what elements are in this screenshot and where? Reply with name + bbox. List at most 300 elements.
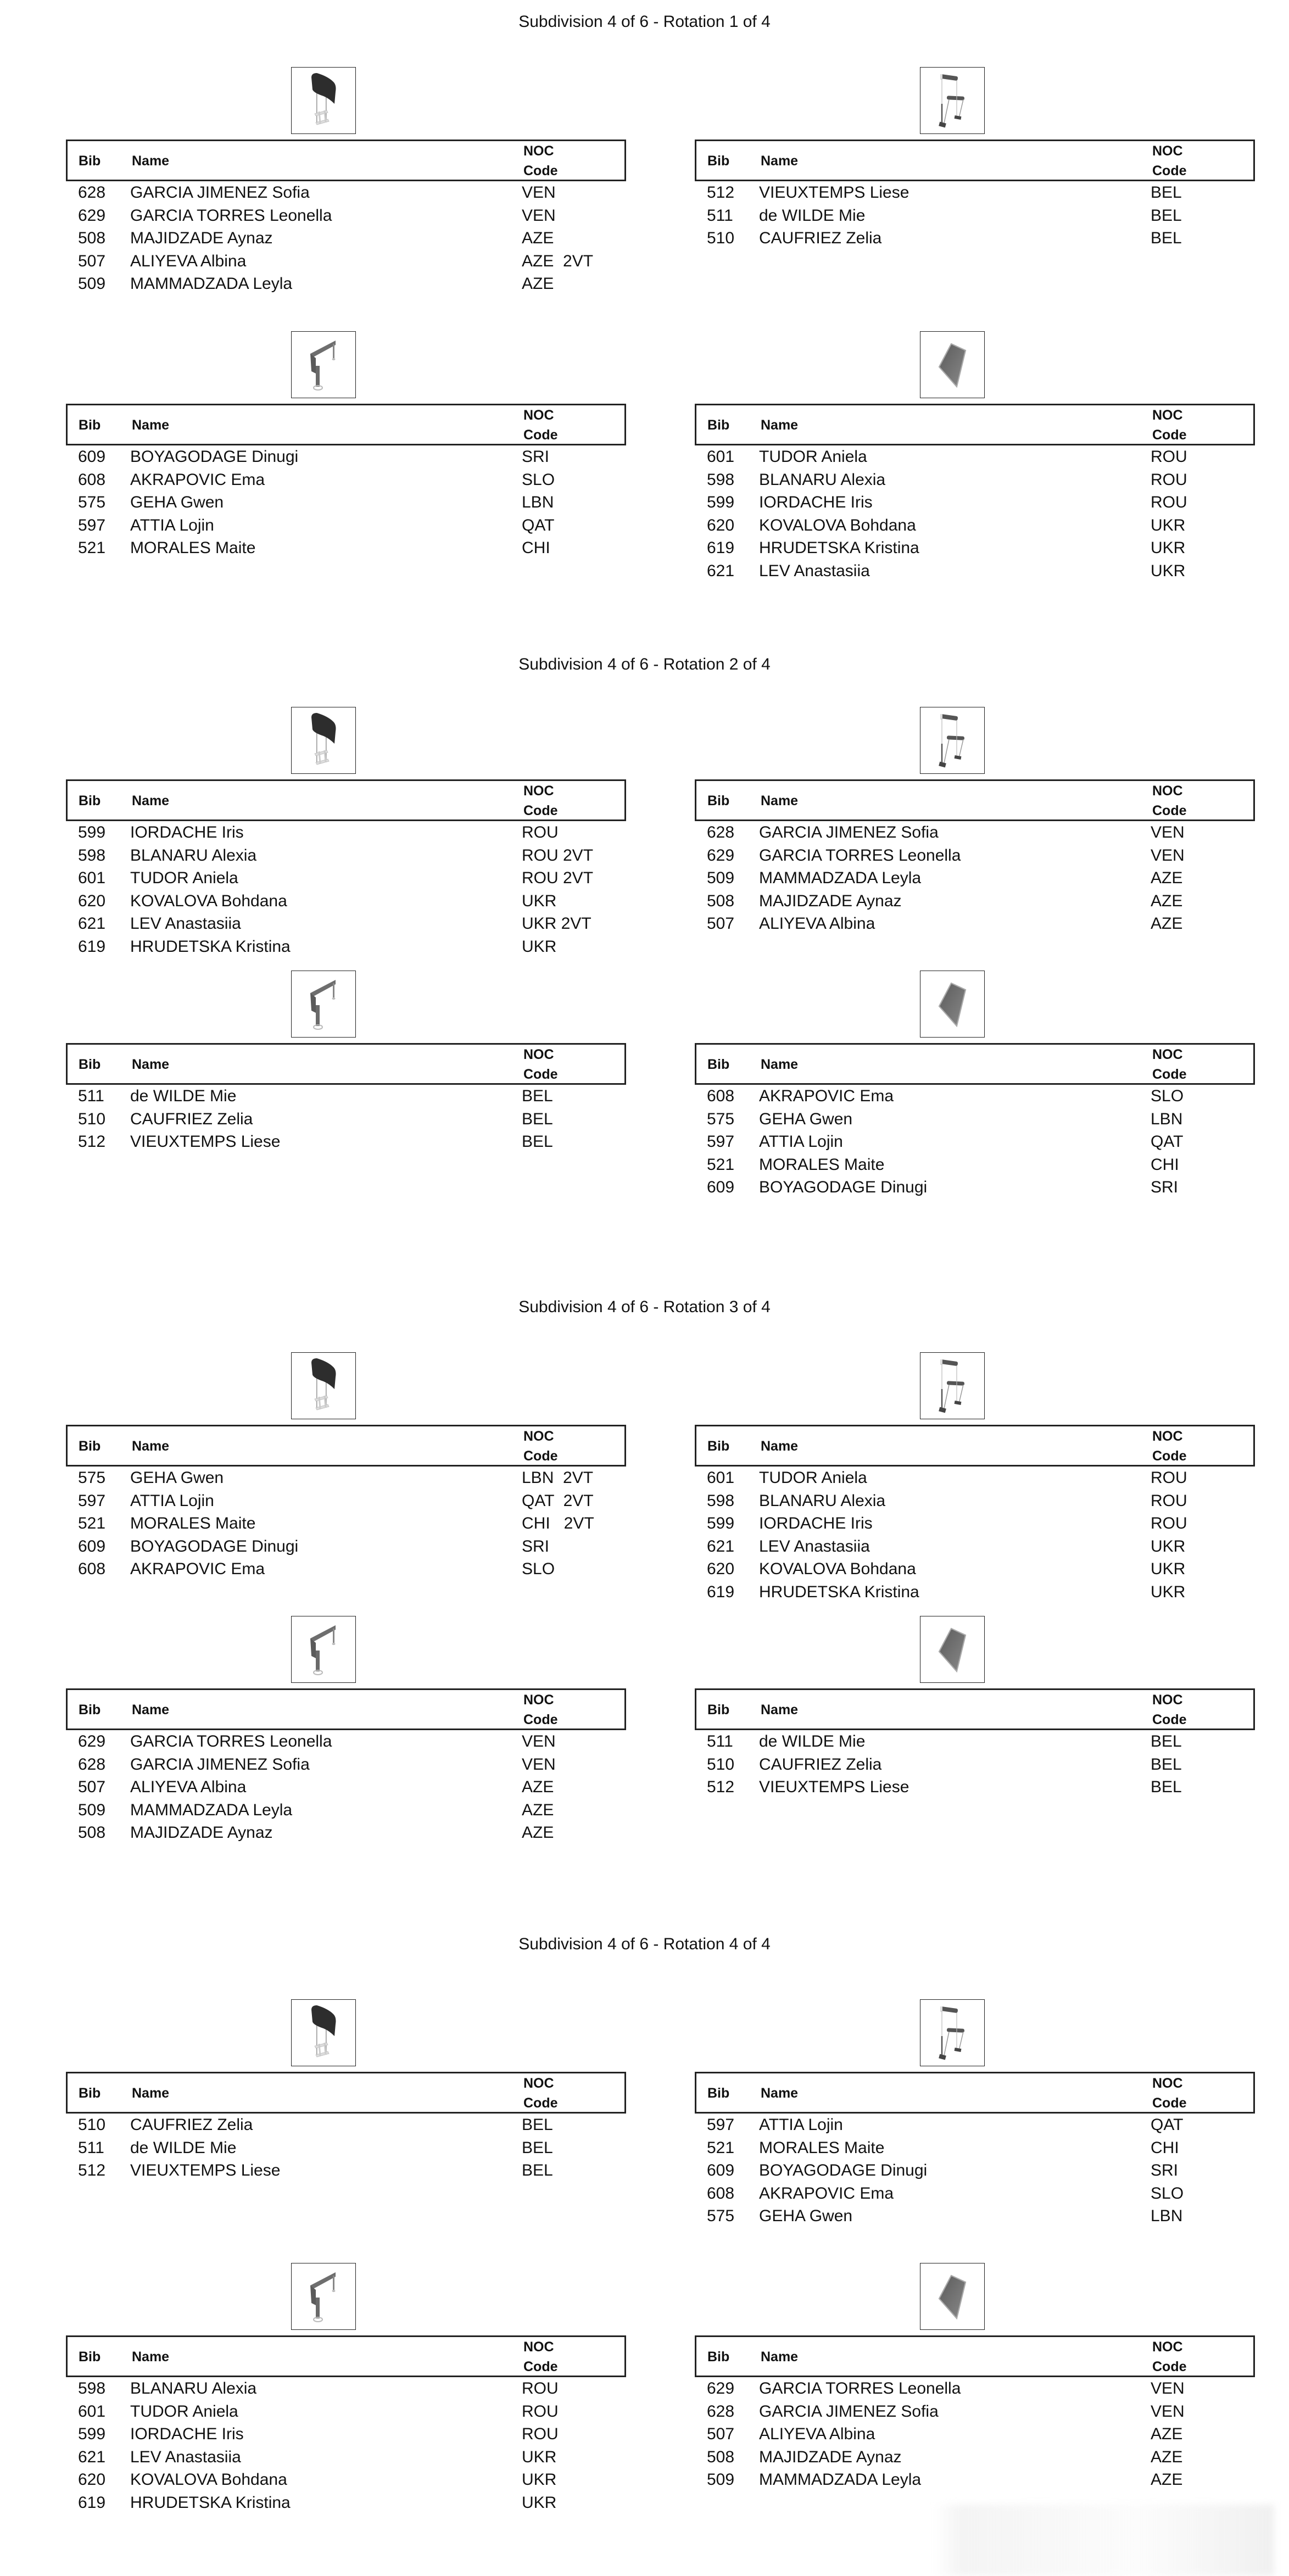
gymnast-name: BOYAGODAGE Dinugi bbox=[759, 1178, 928, 1196]
table-row bbox=[695, 1490, 1255, 1513]
noc-code: UKR bbox=[1151, 561, 1186, 580]
noc-code: ROU bbox=[522, 2402, 559, 2421]
table-header bbox=[695, 2335, 1255, 2377]
table-row bbox=[66, 2400, 626, 2423]
vault-icon bbox=[291, 1999, 356, 2066]
vault-icon bbox=[291, 707, 356, 774]
table-row bbox=[66, 2137, 626, 2160]
header-noc-code: NOC Code bbox=[523, 2339, 558, 2374]
table-row bbox=[695, 2205, 1255, 2228]
gymnast-name: ALIYEVA Albina bbox=[130, 1778, 247, 1796]
noc-code: UKR bbox=[522, 2493, 557, 2512]
table-row bbox=[695, 2137, 1255, 2160]
rotation-title: Subdivision 4 of 6 - Rotation 3 of 4 bbox=[518, 1298, 771, 1316]
table-row bbox=[695, 867, 1255, 890]
noc-code: BEL bbox=[1151, 183, 1182, 202]
noc-code: CHI bbox=[1151, 1155, 1179, 1174]
noc-code: AZE bbox=[522, 275, 554, 293]
noc-code: VEN bbox=[522, 206, 556, 225]
gymnast-name: KOVALOVA Bohdana bbox=[759, 1560, 916, 1578]
noc-code: AZE bbox=[1151, 915, 1183, 933]
noc-code: BEL bbox=[1151, 1778, 1182, 1796]
bib-number: 620 bbox=[707, 516, 735, 534]
table-row bbox=[695, 1558, 1255, 1581]
table-row bbox=[695, 1085, 1255, 1108]
gymnast-name: GARCIA TORRES Leonella bbox=[759, 846, 961, 865]
header-name: Name bbox=[132, 153, 170, 169]
table-row bbox=[66, 1108, 626, 1131]
gymnast-name: de WILDE Mie bbox=[130, 1087, 237, 1105]
bib-number: 601 bbox=[707, 448, 735, 466]
gymnast-name: de WILDE Mie bbox=[759, 206, 866, 225]
bib-number: 510 bbox=[707, 1755, 735, 1774]
gymnast-name: CAUFRIEZ Zelia bbox=[759, 1755, 882, 1774]
header-name: Name bbox=[132, 1702, 170, 1718]
gymnast-name: ATTIA Lojin bbox=[759, 1133, 843, 1151]
header-bib: Bib bbox=[79, 2086, 101, 2101]
header-noc-code: NOC Code bbox=[1152, 1047, 1187, 1082]
gymnast-name: ALIYEVA Albina bbox=[759, 2425, 875, 2443]
noc-code: UKR 2VT bbox=[522, 915, 592, 933]
gymnast-name: VIEUXTEMPS Liese bbox=[130, 1133, 281, 1151]
table-row bbox=[695, 1153, 1255, 1177]
table-row bbox=[66, 1799, 626, 1822]
noc-code: BEL bbox=[1151, 229, 1182, 247]
bib-number: 608 bbox=[78, 1560, 106, 1578]
table-row bbox=[66, 537, 626, 560]
start-list-table bbox=[695, 404, 1255, 582]
gymnast-name: AKRAPOVIC Ema bbox=[130, 1560, 265, 1578]
gymnast-name: MORALES Maite bbox=[759, 2138, 885, 2157]
start-list-table bbox=[66, 1688, 626, 1844]
bib-number: 507 bbox=[78, 1778, 106, 1796]
header-bib: Bib bbox=[707, 1057, 730, 1072]
noc-code: BEL bbox=[522, 1087, 553, 1105]
table-row bbox=[66, 514, 626, 537]
vault-icon bbox=[291, 1352, 356, 1419]
header-noc-code: NOC Code bbox=[523, 1429, 558, 1464]
header-name: Name bbox=[132, 2349, 170, 2365]
noc-code: AZE bbox=[1151, 869, 1183, 887]
noc-code: ROU bbox=[1151, 1469, 1187, 1487]
start-list-table bbox=[695, 1688, 1255, 1799]
table-row bbox=[66, 250, 626, 273]
table-row bbox=[66, 890, 626, 913]
header-bib: Bib bbox=[79, 1057, 101, 1072]
noc-code: LBN bbox=[1151, 1109, 1183, 1128]
rotation-title: Subdivision 4 of 6 - Rotation 2 of 4 bbox=[518, 655, 771, 673]
bib-number: 512 bbox=[78, 2161, 106, 2179]
noc-code: ROU bbox=[522, 2425, 559, 2443]
gymnast-name: MAJIDZADE Aynaz bbox=[130, 229, 273, 247]
bib-number: 575 bbox=[78, 1469, 106, 1487]
bib-number: 629 bbox=[707, 2379, 735, 2397]
noc-code: UKR bbox=[522, 891, 557, 910]
gymnast-name: LEV Anastasiia bbox=[130, 915, 241, 933]
table-row bbox=[695, 844, 1255, 867]
bib-number: 609 bbox=[707, 2161, 735, 2179]
gymnast-name: MAMMADZADA Leyla bbox=[759, 869, 922, 887]
bib-number: 621 bbox=[78, 2447, 106, 2466]
noc-code: ROU 2VT bbox=[522, 846, 594, 865]
bib-number: 619 bbox=[78, 937, 106, 956]
header-noc-code: NOC Code bbox=[1152, 2076, 1187, 2111]
noc-code: ROU bbox=[1151, 493, 1187, 511]
table-header bbox=[66, 2072, 626, 2114]
table-row bbox=[66, 867, 626, 890]
floor-exercise-icon bbox=[920, 2263, 985, 2330]
floor-exercise-icon bbox=[920, 331, 985, 398]
header-name: Name bbox=[132, 793, 170, 809]
gymnast-name: ALIYEVA Albina bbox=[130, 252, 247, 270]
gymnast-name: VIEUXTEMPS Liese bbox=[759, 1778, 909, 1796]
table-row bbox=[695, 1176, 1255, 1199]
noc-code: VEN bbox=[1151, 823, 1185, 841]
gymnast-name: CAUFRIEZ Zelia bbox=[130, 1109, 253, 1128]
table-row bbox=[66, 2423, 626, 2446]
gymnast-name: LEV Anastasiia bbox=[130, 2447, 241, 2466]
noc-code: VEN bbox=[522, 1755, 556, 1774]
table-row bbox=[695, 1108, 1255, 1131]
gymnast-name: GARCIA JIMENEZ Sofia bbox=[130, 183, 310, 202]
header-bib: Bib bbox=[707, 1438, 730, 1454]
gymnast-name: HRUDETSKA Kristina bbox=[759, 539, 919, 557]
start-list-table bbox=[66, 2072, 626, 2182]
noc-code: SRI bbox=[1151, 2161, 1179, 2179]
header-noc-code: NOC Code bbox=[1152, 143, 1187, 179]
table-row bbox=[66, 1753, 626, 1776]
gymnast-name: GEHA Gwen bbox=[759, 1109, 853, 1128]
table-row bbox=[695, 890, 1255, 913]
table-row bbox=[695, 821, 1255, 844]
gymnast-name: IORDACHE Iris bbox=[759, 493, 873, 511]
header-bib: Bib bbox=[79, 417, 101, 433]
noc-code: QAT bbox=[1151, 2116, 1184, 2134]
table-row bbox=[66, 2114, 626, 2137]
noc-code: UKR bbox=[1151, 1582, 1186, 1601]
noc-code: LBN 2VT bbox=[522, 1469, 594, 1487]
gymnast-name: MORALES Maite bbox=[130, 539, 256, 557]
table-header bbox=[695, 2072, 1255, 2114]
header-bib: Bib bbox=[79, 793, 101, 809]
gymnast-name: BLANARU Alexia bbox=[759, 1491, 886, 1510]
gymnast-name: IORDACHE Iris bbox=[130, 2425, 244, 2443]
noc-code: CHI bbox=[1151, 2138, 1179, 2157]
header-name: Name bbox=[761, 153, 799, 169]
table-row bbox=[695, 2182, 1255, 2205]
gymnast-name: ATTIA Lojin bbox=[130, 516, 214, 534]
gymnast-name: KOVALOVA Bohdana bbox=[130, 891, 287, 910]
table-row bbox=[695, 2423, 1255, 2446]
table-header bbox=[66, 404, 626, 445]
noc-code: ROU bbox=[522, 2379, 559, 2397]
bib-number: 598 bbox=[78, 2379, 106, 2397]
table-row bbox=[66, 469, 626, 492]
noc-code: ROU bbox=[1151, 448, 1187, 466]
table-row bbox=[66, 2159, 626, 2182]
start-list-table bbox=[66, 1425, 626, 1581]
table-row bbox=[66, 445, 626, 469]
bib-number: 597 bbox=[78, 1491, 106, 1510]
header-name: Name bbox=[132, 2086, 170, 2101]
bib-number: 511 bbox=[78, 1087, 104, 1105]
table-row bbox=[695, 1730, 1255, 1753]
table-row bbox=[695, 1535, 1255, 1558]
table-row bbox=[66, 821, 626, 844]
table-row bbox=[66, 1776, 626, 1799]
table-row bbox=[66, 912, 626, 935]
table-header bbox=[695, 779, 1255, 821]
balance-beam-icon bbox=[291, 331, 356, 398]
header-name: Name bbox=[761, 1702, 799, 1718]
table-row bbox=[695, 469, 1255, 492]
gymnast-name: MAMMADZADA Leyla bbox=[130, 275, 293, 293]
noc-code: LBN bbox=[1151, 2207, 1183, 2225]
gymnast-name: GARCIA TORRES Leonella bbox=[130, 1732, 332, 1750]
bib-number: 597 bbox=[707, 1133, 735, 1151]
table-row bbox=[695, 2468, 1255, 2491]
scan-artifact bbox=[934, 2505, 1274, 2576]
gymnast-name: ATTIA Lojin bbox=[130, 1491, 214, 1510]
table-header bbox=[695, 1043, 1255, 1085]
noc-code: QAT bbox=[1151, 1133, 1184, 1151]
gymnast-name: GARCIA TORRES Leonella bbox=[130, 206, 332, 225]
noc-code: ROU bbox=[1151, 1491, 1187, 1510]
bib-number: 629 bbox=[707, 846, 735, 865]
table-row bbox=[66, 1085, 626, 1108]
noc-code: UKR bbox=[1151, 539, 1186, 557]
header-bib: Bib bbox=[79, 153, 101, 169]
bib-number: 510 bbox=[78, 2116, 106, 2134]
bib-number: 599 bbox=[707, 1514, 735, 1532]
bib-number: 619 bbox=[707, 1582, 735, 1601]
bib-number: 507 bbox=[707, 915, 735, 933]
gymnast-name: MAJIDZADE Aynaz bbox=[759, 2447, 902, 2466]
noc-code: AZE 2VT bbox=[522, 252, 594, 270]
gymnast-name: AKRAPOVIC Ema bbox=[759, 1087, 894, 1105]
header-bib: Bib bbox=[79, 1702, 101, 1718]
table-row bbox=[66, 2377, 626, 2400]
gymnast-name: CAUFRIEZ Zelia bbox=[130, 2116, 253, 2134]
gymnast-name: LEV Anastasiia bbox=[759, 1537, 870, 1555]
bib-number: 508 bbox=[78, 1824, 106, 1842]
table-row bbox=[66, 2491, 626, 2514]
gymnast-name: GARCIA JIMENEZ Sofia bbox=[759, 823, 939, 841]
gymnast-name: GEHA Gwen bbox=[130, 493, 224, 511]
bib-number: 620 bbox=[707, 1560, 735, 1578]
table-row bbox=[695, 445, 1255, 469]
gymnast-name: BLANARU Alexia bbox=[130, 846, 257, 865]
noc-code: VEN bbox=[1151, 846, 1185, 865]
gymnast-name: BLANARU Alexia bbox=[130, 2379, 257, 2397]
bib-number: 509 bbox=[707, 869, 735, 887]
start-list-table bbox=[66, 779, 626, 958]
noc-code: SLO bbox=[522, 470, 555, 489]
table-header bbox=[66, 1425, 626, 1467]
table-header bbox=[695, 1425, 1255, 1467]
gymnast-name: CAUFRIEZ Zelia bbox=[759, 229, 882, 247]
header-bib: Bib bbox=[707, 2349, 730, 2365]
gymnast-name: AKRAPOVIC Ema bbox=[759, 2184, 894, 2203]
table-row bbox=[695, 227, 1255, 250]
table-row bbox=[66, 844, 626, 867]
table-row bbox=[66, 181, 626, 204]
bib-number: 521 bbox=[78, 539, 106, 557]
header-noc-code: NOC Code bbox=[523, 1692, 558, 1727]
bib-number: 521 bbox=[78, 1514, 106, 1532]
bib-number: 575 bbox=[78, 493, 106, 511]
noc-code: LBN bbox=[522, 493, 554, 511]
gymnast-name: de WILDE Mie bbox=[130, 2138, 237, 2157]
rotation-title: Subdivision 4 of 6 - Rotation 1 of 4 bbox=[518, 13, 771, 31]
table-row bbox=[695, 537, 1255, 560]
bib-number: 508 bbox=[707, 2447, 735, 2466]
header-bib: Bib bbox=[707, 417, 730, 433]
table-row bbox=[695, 1512, 1255, 1535]
bib-number: 628 bbox=[78, 183, 106, 202]
bib-number: 629 bbox=[78, 1732, 106, 1750]
noc-code: SRI bbox=[522, 448, 550, 466]
bib-number: 509 bbox=[78, 1800, 106, 1819]
bib-number: 601 bbox=[78, 869, 106, 887]
noc-code: AZE bbox=[1151, 2447, 1183, 2466]
bib-number: 597 bbox=[78, 516, 106, 534]
header-bib: Bib bbox=[707, 793, 730, 809]
floor-exercise-icon bbox=[920, 1616, 985, 1683]
header-noc-code: NOC Code bbox=[523, 143, 558, 179]
bib-number: 620 bbox=[78, 2471, 106, 2489]
noc-code: AZE bbox=[1151, 2471, 1183, 2489]
gymnast-name: GEHA Gwen bbox=[130, 1469, 224, 1487]
gymnast-name: MORALES Maite bbox=[759, 1155, 885, 1174]
bib-number: 609 bbox=[78, 448, 106, 466]
header-noc-code: NOC Code bbox=[1152, 2339, 1187, 2374]
table-row bbox=[695, 491, 1255, 514]
header-name: Name bbox=[761, 793, 799, 809]
noc-code: SRI bbox=[522, 1537, 550, 1555]
bib-number: 621 bbox=[707, 561, 735, 580]
noc-code: BEL bbox=[522, 1109, 553, 1128]
noc-code: AZE bbox=[522, 1800, 554, 1819]
start-list-table bbox=[695, 2335, 1255, 2491]
bib-number: 597 bbox=[707, 2116, 735, 2134]
gymnast-name: MORALES Maite bbox=[130, 1514, 256, 1532]
bib-number: 512 bbox=[707, 183, 735, 202]
table-row bbox=[695, 2114, 1255, 2137]
header-bib: Bib bbox=[707, 1702, 730, 1718]
gymnast-name: KOVALOVA Bohdana bbox=[759, 516, 916, 534]
noc-code: ROU bbox=[1151, 470, 1187, 489]
uneven-bars-icon bbox=[920, 707, 985, 774]
gymnast-name: TUDOR Aniela bbox=[759, 1469, 867, 1487]
noc-code: VEN bbox=[1151, 2379, 1185, 2397]
table-row bbox=[66, 2446, 626, 2469]
bib-number: 628 bbox=[78, 1755, 106, 1774]
start-list-table bbox=[695, 1425, 1255, 1603]
header-bib: Bib bbox=[79, 1438, 101, 1454]
bib-number: 511 bbox=[707, 1732, 733, 1750]
bib-number: 601 bbox=[78, 2402, 106, 2421]
table-row bbox=[695, 1467, 1255, 1490]
balance-beam-icon bbox=[291, 971, 356, 1038]
bib-number: 511 bbox=[707, 206, 733, 225]
gymnast-name: KOVALOVA Bohdana bbox=[130, 2471, 287, 2489]
bib-number: 628 bbox=[707, 823, 735, 841]
bib-number: 508 bbox=[707, 891, 735, 910]
table-header bbox=[66, 779, 626, 821]
noc-code: VEN bbox=[522, 1732, 556, 1750]
table-header bbox=[695, 1688, 1255, 1730]
gymnast-name: VIEUXTEMPS Liese bbox=[759, 183, 909, 202]
bib-number: 510 bbox=[707, 229, 735, 247]
uneven-bars-icon bbox=[920, 1999, 985, 2066]
floor-exercise-icon bbox=[920, 971, 985, 1038]
bib-number: 629 bbox=[78, 206, 106, 225]
noc-code: BEL bbox=[522, 2161, 553, 2179]
bib-number: 599 bbox=[78, 2425, 106, 2443]
table-row bbox=[66, 1558, 626, 1581]
table-row bbox=[695, 1776, 1255, 1799]
header-bib: Bib bbox=[79, 2349, 101, 2365]
bib-number: 509 bbox=[707, 2471, 735, 2489]
bib-number: 509 bbox=[78, 275, 106, 293]
start-list-table bbox=[66, 2335, 626, 2514]
noc-code: UKR bbox=[1151, 1537, 1186, 1555]
vault-icon bbox=[291, 67, 356, 134]
table-header bbox=[66, 1043, 626, 1085]
balance-beam-icon bbox=[291, 2263, 356, 2330]
noc-code: AZE bbox=[1151, 2425, 1183, 2443]
table-row bbox=[66, 1130, 626, 1153]
table-row bbox=[695, 2400, 1255, 2423]
bib-number: 599 bbox=[707, 493, 735, 511]
noc-code: SLO bbox=[522, 1560, 555, 1578]
gymnast-name: ATTIA Lojin bbox=[759, 2116, 843, 2134]
table-header bbox=[695, 404, 1255, 445]
noc-code: QAT bbox=[522, 516, 555, 534]
bib-number: 598 bbox=[707, 1491, 735, 1510]
table-row bbox=[66, 227, 626, 250]
start-list-table bbox=[66, 404, 626, 560]
gymnast-name: IORDACHE Iris bbox=[130, 823, 244, 841]
table-row bbox=[695, 1130, 1255, 1153]
gymnast-name: TUDOR Aniela bbox=[130, 2402, 238, 2421]
table-row bbox=[66, 491, 626, 514]
table-row bbox=[695, 912, 1255, 935]
gymnast-name: GEHA Gwen bbox=[759, 2207, 853, 2225]
table-row bbox=[695, 560, 1255, 583]
table-row bbox=[66, 1730, 626, 1753]
noc-code: VEN bbox=[522, 183, 556, 202]
noc-code: ROU bbox=[1151, 1514, 1187, 1532]
bib-number: 599 bbox=[78, 823, 106, 841]
gymnast-name: HRUDETSKA Kristina bbox=[130, 937, 291, 956]
gymnast-name: MAMMADZADA Leyla bbox=[130, 1800, 293, 1819]
bib-number: 510 bbox=[78, 1109, 106, 1128]
noc-code: BEL bbox=[522, 2138, 553, 2157]
table-row bbox=[695, 2159, 1255, 2182]
table-row bbox=[695, 1753, 1255, 1776]
bib-number: 575 bbox=[707, 1109, 735, 1128]
noc-code: AZE bbox=[522, 1824, 554, 1842]
header-bib: Bib bbox=[707, 153, 730, 169]
table-row bbox=[695, 204, 1255, 227]
start-list-table bbox=[66, 1043, 626, 1153]
table-row bbox=[66, 2468, 626, 2491]
start-list-table bbox=[66, 140, 626, 295]
gymnast-name: TUDOR Aniela bbox=[130, 869, 238, 887]
gymnast-name: MAMMADZADA Leyla bbox=[759, 2471, 922, 2489]
